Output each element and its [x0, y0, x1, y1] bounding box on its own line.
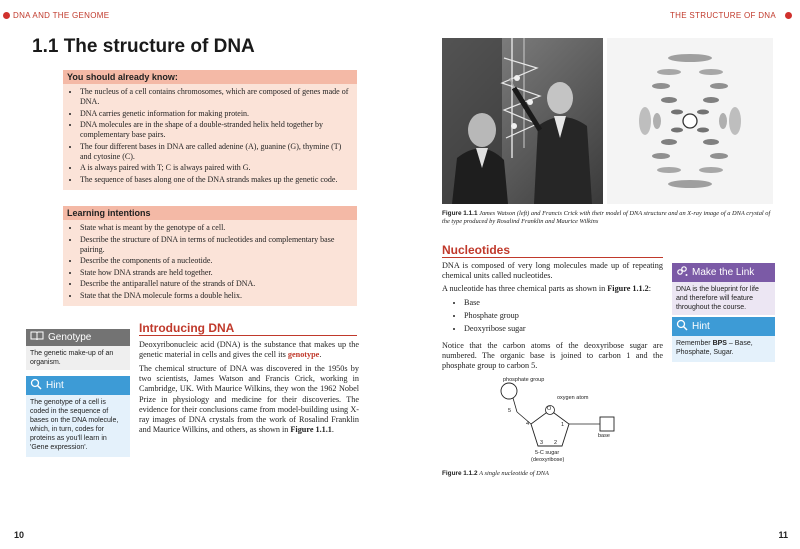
genotype-box: [26, 329, 130, 370]
oxygen-label: oxygen atom: [557, 395, 589, 401]
genotype-header: [26, 329, 130, 346]
page-number-right: 11: [778, 530, 788, 540]
phosphate-label: phosphate group: [503, 377, 545, 383]
make-link-text: DNA is the blueprint for life and therefore will feature throughout the course.: [676, 286, 759, 311]
make-link-header: [672, 263, 775, 282]
hint-right-title: Hint: [692, 321, 710, 332]
hint-left-header: [26, 376, 130, 395]
header-left-dot: [3, 12, 10, 19]
make-link-title: Make the Link: [692, 267, 755, 278]
nucleotides-paragraph-2: [442, 284, 663, 294]
nucleotides-p2-end: :: [648, 284, 652, 293]
already-know-title: You should already know:: [63, 70, 357, 84]
learning-intentions-item: • Describe the antiparallel nature of the strands of DNA.: [80, 279, 353, 289]
hint-right-text-end: – Base, Phosphate, Sugar.: [676, 340, 753, 356]
base-rectangle: [600, 417, 614, 431]
already-know-item: • DNA molecules are in the shape of a double-stranded helix held together by complementary base pairs.: [80, 120, 353, 140]
hint-right-header: [672, 317, 775, 336]
header-left-label: DNA AND THE GENOME: [13, 11, 110, 20]
nucleotide-part-phosphate: • Phosphate group: [464, 311, 642, 321]
xray-image: [607, 38, 773, 204]
already-know-item: • DNA carries genetic information for making protein.: [80, 109, 353, 119]
nucleotides-p2-text: A nucleotide has three chemical parts as shown in: [442, 284, 608, 293]
hint-right-text-start: Remember: [676, 340, 713, 347]
hint-left-title: Hint: [46, 380, 64, 391]
introducing-p2-text: The chemical structure of DNA was discovered in the 1950s by two scientists, James Watson and Francis Crick, working in Cambridge, UK. With Maurice Wilkins, they won the 1962 Nobel Prize in physiology and medicine for their discoveries. The evidence for their conclusions came from model-building using X-ray images of DNA crystals from the work of Rosalind Franklin and Maurice Wilkins, and others, as shown in: [139, 364, 359, 435]
hint-right-box: [672, 317, 775, 362]
page-title: 1.1 The structure of DNA: [32, 36, 255, 57]
figure-112-label: Figure 1.1.2: [442, 470, 478, 477]
magnifier-icon: [30, 378, 42, 393]
sugar-label-1: 5-C sugar: [535, 450, 560, 456]
hint-right-bps: BPS: [712, 340, 727, 347]
nucleotides-paragraph-1: DNA is composed of very long molecules made up of repeating chemical units called nucleotides.: [442, 261, 663, 281]
nucleotides-title: Nucleotides: [442, 243, 511, 257]
sugar-label-2: (deoxyribose): [531, 457, 565, 463]
introducing-paragraph-1: [139, 340, 359, 360]
already-know-item: • The nucleus of a cell contains chromosomes, which are composed of genes made of DNA.: [80, 87, 353, 107]
figure-111-caption: [442, 210, 775, 226]
watson-crick-photo: [442, 38, 603, 204]
book-icon: [30, 331, 44, 344]
learning-intentions-item: • State what is meant by the genotype of a cell.: [80, 223, 353, 233]
genotype-title: Genotype: [48, 332, 92, 343]
carbon-3-label: 3: [540, 440, 544, 446]
learning-intentions-item: • Describe the structure of DNA in terms of nucleotides and complementary base pairing.: [80, 235, 353, 255]
magnifier-icon: [676, 319, 688, 334]
carbon-2-label: 2: [554, 440, 558, 446]
nucleotide-diagram: [495, 377, 625, 469]
oxygen-symbol: O: [547, 406, 552, 412]
link-icon: [676, 265, 688, 280]
header-right-dot: [785, 12, 792, 19]
nucleotides-paragraph-3: Notice that the carbon atoms of the deoxyribose sugar are numbered. The organic base is joined to carbon 1 and the phosphate group to carbon 5.: [442, 341, 663, 371]
figure-111-label: Figure 1.1.1: [442, 210, 478, 217]
figure-111-text: James Watson (left) and Francis Crick with their model of DNA structure and an X-ray image of a DNA crystal of the type produced by Rosalind Franklin and Maurice Wilkins: [442, 210, 771, 225]
phosphate-circle: [501, 383, 517, 399]
learning-intentions-item: • Describe the components of a nucleotide.: [80, 256, 353, 266]
carbon-5-label: 5: [508, 408, 512, 414]
introducing-rule: [139, 335, 357, 336]
already-know-item: • The sequence of bases along one of the DNA strands makes up the genetic code.: [80, 175, 353, 185]
already-know-body: [63, 84, 357, 190]
learning-intentions-item: • State that the DNA molecule forms a double helix.: [80, 291, 353, 301]
base-label: base: [598, 433, 610, 439]
figure-111-ref: Figure 1.1.1: [290, 425, 332, 435]
already-know-box: [63, 70, 357, 190]
introducing-p2-end: .: [331, 425, 334, 435]
genotype-text: The genetic make-up of an organism.: [30, 350, 114, 366]
hint-right-text: [672, 336, 775, 362]
nucleotide-parts-list: [442, 298, 642, 336]
learning-intentions-title: Learning intentions: [63, 206, 357, 220]
already-know-item: • A is always paired with T; C is always paired with G.: [80, 163, 353, 173]
nucleotides-rule: [442, 257, 663, 258]
introducing-p1-text: Deoxyribonucleic acid (DNA) is the substance that makes up the genetic material in cells and gives the cell its: [139, 340, 359, 360]
hint-left-text: The genotype of a cell is coded in the sequence of bases on the DNA molecule, which, in turn, codes for proteins as you'll learn in 'Gene expression'.: [30, 399, 119, 451]
introducing-title: Introducing DNA: [139, 321, 235, 335]
nucleotide-part-base: • Base: [464, 298, 642, 308]
figure-112-text: A single nucleotide of DNA: [479, 470, 549, 477]
learning-intentions-box: [63, 206, 357, 306]
page-number-left: 10: [14, 530, 25, 540]
figure-112-ref: Figure 1.1.2: [607, 284, 649, 293]
learning-intentions-body: [63, 220, 357, 306]
introducing-p1-end: .: [319, 350, 322, 360]
carbon-1-label: 1: [561, 422, 565, 428]
make-link-box: [672, 263, 775, 315]
introducing-paragraph-2: [139, 364, 359, 435]
figure-112-caption: [442, 470, 662, 478]
sugar-pentagon: [531, 410, 569, 446]
header-right-label: THE STRUCTURE OF DNA: [670, 11, 776, 20]
genotype-term: genotype: [287, 350, 320, 360]
already-know-item: • The four different bases in DNA are called adenine (A), guanine (G), thymine (T) and cytosine (C).: [80, 142, 353, 162]
hint-left-box: [26, 376, 130, 457]
learning-intentions-item: • State how DNA strands are held together.: [80, 268, 353, 278]
carbon-4-label: 4: [526, 421, 530, 427]
nucleotide-part-sugar: • Deoxyribose sugar: [464, 324, 642, 334]
